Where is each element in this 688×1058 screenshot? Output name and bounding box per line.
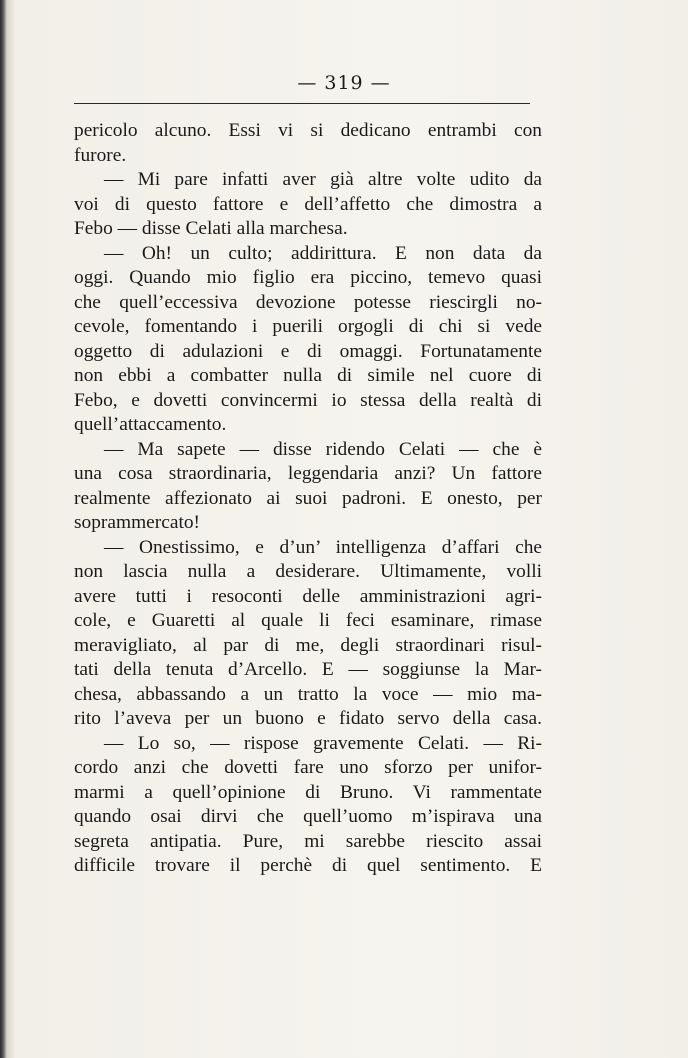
text-line: rito l’aveva per un buono e fidato servo della casa. [74,708,542,729]
text-line: oggi. Quando mio figlio era piccino, temevo quasi [74,267,542,288]
text-line: quell’attaccamento. [74,414,227,435]
text-line: — Onestissimo, e d’un’ intelligenza d’affari che [104,536,542,558]
body-text [74,119,542,879]
text-line: voi di questo fattore e dell’affetto che dimostra a [74,193,542,215]
text-line: — Lo so, — rispose gravemente Celati. — Ri- [104,732,542,754]
text-line: soprammercato! [74,512,200,533]
text-line: segreta antipatia. Pure, mi sarebbe riescito assai [74,830,542,852]
text-line: una cosa straordinaria, leggendaria anzi? Un fattore [74,463,542,484]
text-line: chesa, abbassando a un tratto la voce — mio ma- [74,683,542,705]
header-rule [74,103,530,104]
text-line: realmente affezionato ai suoi padroni. E onesto, per [74,487,542,509]
text-line: — Mi pare infatti aver già altre volte udito da [104,169,542,190]
text-line: avere tutti i resoconti delle amministrazioni agri- [74,585,542,607]
text-line: oggetto di adulazioni e di omaggi. Fortunatamente [74,340,542,362]
text-line: marmi a quell’opinione di Bruno. Vi rammentate [74,781,542,803]
text-line: meravigliato, al par di me, degli straordinari risul- [74,634,542,656]
text-line: Febo, e dovetti convincermi io stessa della realtà di [74,389,542,411]
text-line: Febo — disse Celati alla marchesa. [74,218,348,239]
text-line: — Oh! un culto; addirittura. E non data da [104,242,542,264]
text-line: quando osai dirvi che quell’uomo m’ispirava una [74,806,542,827]
text-line: furore. [74,144,127,166]
text-line: — Ma sapete — disse ridendo Celati — che è [104,438,542,460]
text-line: non lascia nulla a desiderare. Ultimamente, volli [74,561,542,582]
text-line: cole, e Guaretti al quale li feci esaminare, rimase [74,610,542,631]
text-line: difficile trovare il perchè di quel sentimento. E [74,855,542,876]
text-line: cordo anzi che dovetti fare uno sforzo per unifor- [74,757,542,778]
page-number: — 319 — [297,72,391,94]
text-line: cevole, fomentando i puerili orgogli di chi si vede [74,316,542,337]
text-line: pericolo alcuno. Essi vi si dedicano entrambi con [74,120,542,141]
text-line: tati della tenuta d’Arcello. E — soggiunse la Mar- [74,659,542,680]
text-line: non ebbi a combatter nulla di simile nel cuore di [74,365,542,386]
text-line: che quell’eccessiva devozione potesse riescirgli no- [74,291,542,313]
